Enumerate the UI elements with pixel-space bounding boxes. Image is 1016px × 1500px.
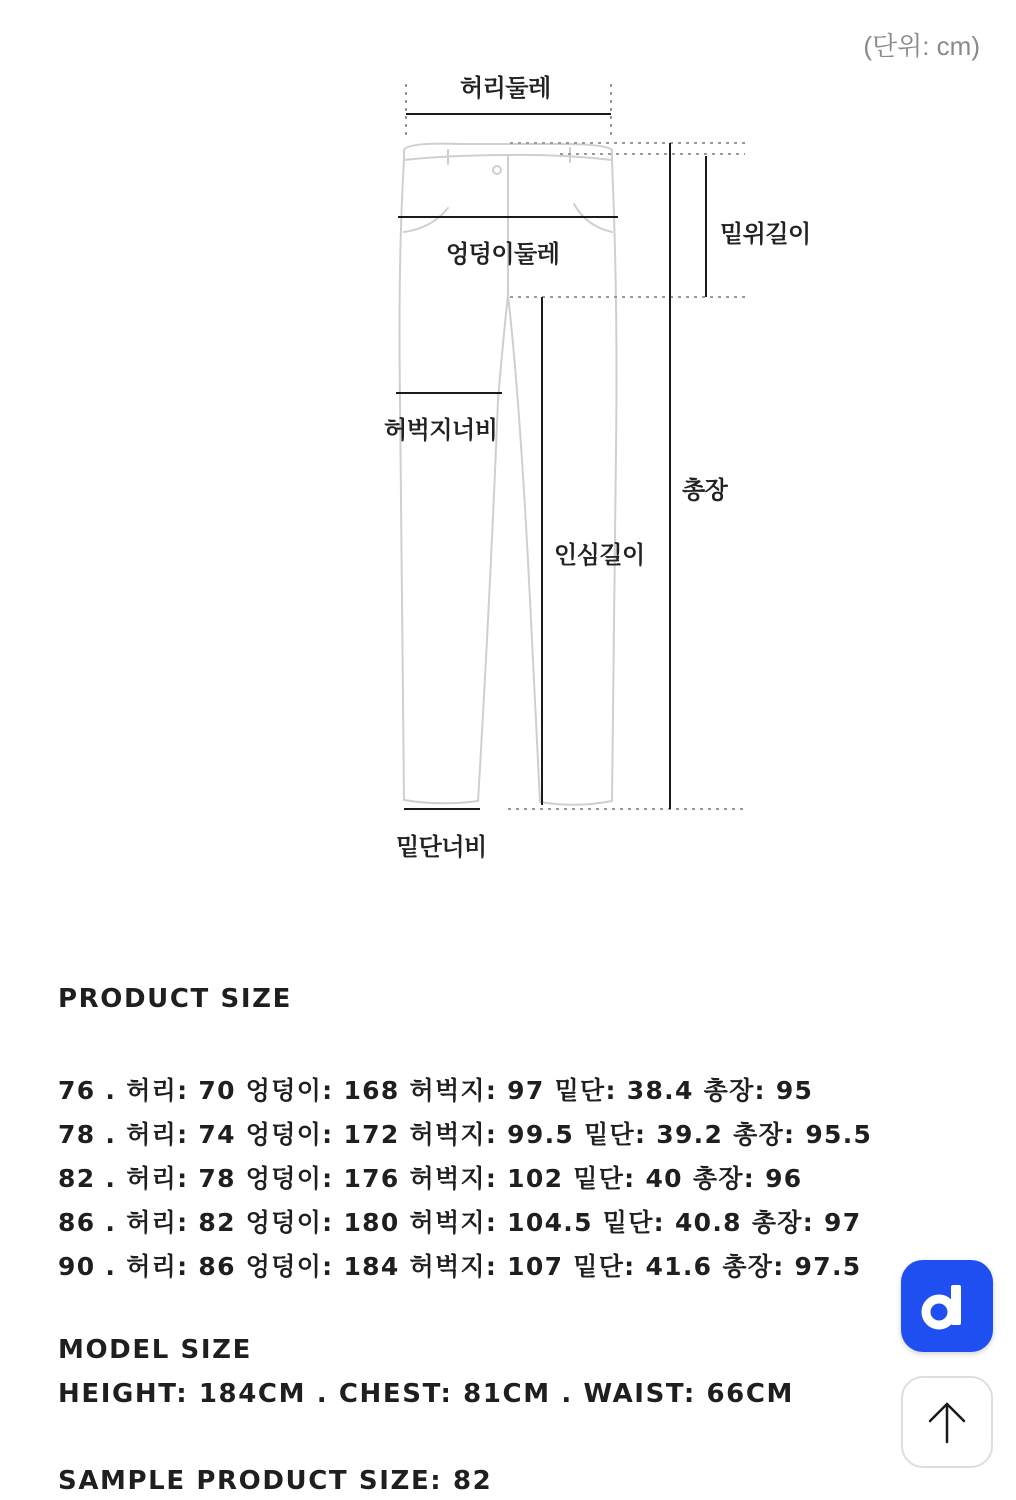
size-row-90: 90 . 허리: 86 엉덩이: 184 허벅지: 107 밑단: 41.6 총장: 97.5: [58, 1252, 862, 1281]
hem-label: 밑단너비: [396, 833, 487, 861]
waist-label: 허리둘레: [460, 74, 551, 102]
scroll-to-top-button[interactable]: [901, 1376, 993, 1468]
size-row-76: 76 . 허리: 70 엉덩이: 168 허벅지: 97 밑단: 38.4 총장: 95: [58, 1076, 814, 1105]
d-logo-icon: [901, 1260, 993, 1352]
size-row-82: 82 . 허리: 78 엉덩이: 176 허벅지: 102 밑단: 40 총장: 96: [58, 1164, 803, 1193]
inseam-label: 인심길이: [554, 541, 645, 569]
arrow-up-icon: [903, 1378, 991, 1466]
sample-size: SAMPLE PRODUCT SIZE: 82: [58, 1466, 493, 1496]
total-length-label: 총장: [682, 476, 728, 504]
app-shortcut-button[interactable]: [901, 1260, 993, 1352]
hip-label: 엉덩이둘레: [446, 240, 560, 268]
product-size-heading: PRODUCT SIZE: [58, 984, 292, 1014]
size-row-86: 86 . 허리: 82 엉덩이: 180 허벅지: 104.5 밑단: 40.8 총장: 97: [58, 1208, 862, 1237]
rise-label: 밑위길이: [720, 220, 811, 248]
model-size-heading: MODEL SIZE: [58, 1335, 252, 1365]
thigh-label: 허벅지너비: [384, 416, 498, 444]
model-size-detail: HEIGHT: 184CM . CHEST: 81CM . WAIST: 66CM: [58, 1379, 795, 1409]
size-row-78: 78 . 허리: 74 엉덩이: 172 허벅지: 99.5 밑단: 39.2 총장: 95.5: [58, 1120, 873, 1149]
unit-note: (단위: cm): [863, 31, 980, 61]
